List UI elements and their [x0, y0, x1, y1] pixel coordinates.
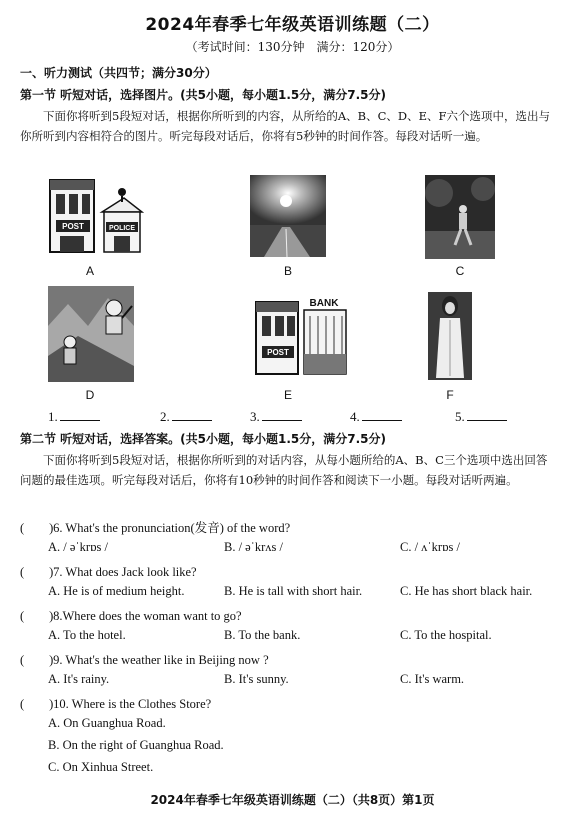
- answer-paren-9[interactable]: ( ): [20, 653, 54, 667]
- picture-c-label: C: [455, 264, 465, 278]
- option-7c: C. He has short black hair.: [400, 584, 533, 598]
- section2-heading: 第二节 听短对话，选择答案。(共5小题，每小题1.5分，满分7.5分): [20, 432, 387, 446]
- option-10c: C. On Xinhua Street.: [48, 760, 154, 774]
- answer-blank-3[interactable]: 3.: [250, 408, 302, 425]
- answer-paren-10[interactable]: ( ): [20, 697, 54, 711]
- option-8c: C. To the hospital.: [400, 628, 492, 642]
- section2-instructions: 下面你将听到5段短对话，根据你所听到的对话内容，从每小题所给的A、B、C三个选项中选出回答问题的最佳选项。听完每段对话后，你将有10秒钟的时间作答和阅读下一小题。每段对话听两遍。: [20, 453, 548, 487]
- option-9a: A. It's rainy.: [48, 672, 110, 686]
- picture-b: [250, 175, 326, 257]
- answer-paren-8[interactable]: ( ): [20, 609, 54, 623]
- answer-blank-4[interactable]: 4.: [350, 408, 402, 425]
- picture-d-label: D: [85, 388, 95, 402]
- option-10a: A. On Guanghua Road.: [48, 716, 166, 730]
- picture-a: [48, 176, 144, 258]
- picture-c: [425, 175, 495, 259]
- picture-e: [254, 294, 350, 380]
- picture-f-label: F: [446, 388, 454, 402]
- option-6b: B. / əˈkrʌs /: [224, 540, 284, 554]
- answer-blank-1[interactable]: 1.: [48, 408, 100, 425]
- exam-subtitle: （考试时间：130分钟 满分：120分）: [185, 40, 400, 54]
- post-sign-a: POST: [62, 222, 84, 231]
- option-8a: A. To the hotel.: [48, 628, 126, 642]
- picture-e-label: E: [283, 388, 292, 402]
- exam-title: 2024年春季七年级英语训练题（二）: [145, 15, 440, 35]
- bank-sign-e: BANK: [309, 298, 339, 309]
- option-6c: C. / ʌˈkrɒs /: [400, 540, 461, 554]
- option-9b: B. It's sunny.: [224, 672, 289, 686]
- option-7b: B. He is tall with short hair.: [224, 584, 363, 598]
- option-6a: A. / əˈkrɒs /: [48, 540, 108, 554]
- option-9c: C. It's warm.: [400, 672, 465, 686]
- answer-blank-5[interactable]: 5.: [455, 408, 507, 425]
- section1-instructions: 下面你将听到5段短对话，根据你所听到的内容，从所给的A、B、C、D、E、F六个选项中，选出与你所听到内容相符合的图片。听完每段对话后，你将有5秒钟的时间作答。每段对话听一遍。: [20, 109, 550, 143]
- question-6: ( ) 6. What's the pronunciation(发音) of the word?: [20, 518, 290, 536]
- page-footer: 2024年春季七年级英语训练题（二）（共8页）第1页: [150, 793, 435, 807]
- picture-a-label: A: [85, 264, 94, 278]
- option-10b: B. On the right of Guanghua Road.: [48, 738, 224, 752]
- section1-heading: 第一节 听短对话，选择图片。(共5小题，每小题1.5分，满分7.5分): [20, 88, 387, 102]
- post-sign-e: POST: [267, 348, 289, 357]
- answer-paren-6[interactable]: ( ): [20, 521, 54, 535]
- question-8: ( ) 8.Where does the woman want to go?: [20, 606, 242, 624]
- option-8b: B. To the bank.: [224, 628, 301, 642]
- police-sign-a: POLICE: [108, 225, 136, 232]
- picture-b-label: B: [283, 264, 292, 278]
- picture-d: [48, 286, 134, 382]
- question-7: ( ) 7. What does Jack look like?: [20, 562, 197, 580]
- picture-f: [428, 292, 472, 380]
- option-7a: A. He is of medium height.: [48, 584, 185, 598]
- answer-blank-2[interactable]: 2.: [160, 408, 212, 425]
- question-10: ( ) 10. Where is the Clothes Store?: [20, 694, 211, 712]
- question-9: ( ) 9. What's the weather like in Beijing now ?: [20, 650, 269, 668]
- part1-heading: 一、听力测试（共四节；满分30分）: [20, 66, 217, 80]
- answer-paren-7[interactable]: ( ): [20, 565, 54, 579]
